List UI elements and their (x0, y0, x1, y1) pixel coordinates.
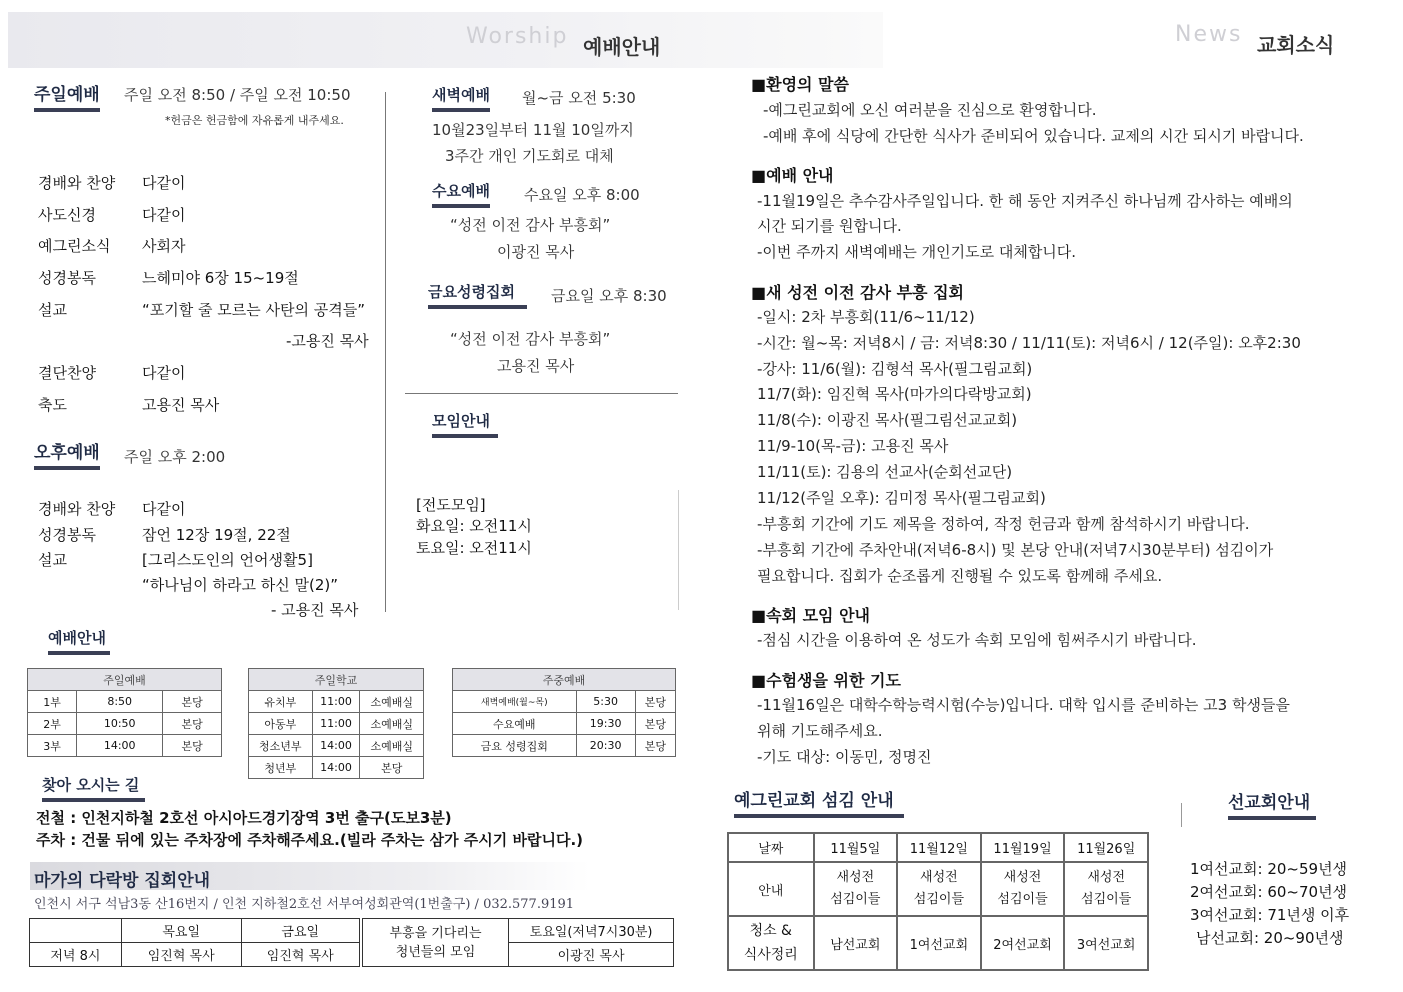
table-cell: 10:50 (77, 713, 163, 735)
table-cell: 남선교회 (814, 916, 898, 970)
meeting-line3: 토요일: 오전11시 (416, 539, 532, 557)
youth-line1: 부흥을 기다리는 (389, 925, 482, 941)
order-label: 경배와 찬양 (38, 500, 116, 518)
table-cell (728, 916, 814, 970)
table-cell: 11월12일 (897, 833, 981, 862)
table-cell: 14:00 (77, 735, 163, 757)
news-heading: ■속회 모임 안내 (751, 606, 870, 625)
friday-line2: 고용진 목사 (497, 357, 575, 375)
news-line: -부흥회 기간에 주차안내(저녁6-8시) 및 본당 안내(저녁7시30분부터) 섬김이가 (757, 541, 1274, 559)
table-cell: 금요 성령집회 (453, 735, 577, 757)
offering-note: *헌금은 헌금함에 자유롭게 내주세요. (165, 114, 344, 127)
table-header: 주일예배 (28, 669, 222, 691)
table-cell: 1여선교회 (897, 916, 981, 970)
wednesday-line2: 이광진 목사 (497, 243, 575, 261)
news-line: -예그린교회에 오신 여러분을 진심으로 환영합니다. (763, 101, 1097, 119)
table-header: 주일학교 (249, 669, 424, 691)
meeting-title: 모임안내 (432, 410, 498, 438)
column-divider (385, 92, 386, 612)
table-cell: 11월26일 (1064, 833, 1148, 862)
table-row (28, 713, 222, 735)
news-line: -점심 시간을 이용하여 온 성도가 속회 모임에 힘써주시기 바랍니다. (757, 631, 1197, 649)
service-table (727, 832, 1149, 971)
table-cell: 11:00 (312, 713, 360, 735)
meeting-line1: [전도모임] (416, 496, 486, 514)
table-cell: 날짜 (728, 833, 814, 862)
youth-line2: 청년들의 모임 (395, 944, 476, 960)
order-label: 예그린소식 (38, 237, 111, 255)
news-line: -부흥회 기간에 기도 제목을 정하여, 작정 헌금과 함께 참석하시기 바랍니다. (757, 515, 1250, 533)
directions-subway: 전철 : 인천지하철 2호선 아시아드경기장역 3번 출구(도보3분) (36, 809, 452, 827)
magga-address: 인천시 서구 석남3동 산16번지 / 인천 지하철2호선 서부여성회관역(1번출구) / 032.577.9191 (34, 897, 575, 912)
table-cell: 8:50 (77, 691, 163, 713)
order-label: 축도 (38, 396, 67, 414)
table-cell: 5:30 (576, 691, 635, 713)
table-cell: 본당 (635, 735, 675, 757)
friday-line1: “성전 이전 감사 부흥회” (450, 330, 611, 348)
mission-item: 1여선교회: 20~59년생 (1190, 860, 1348, 878)
guide-line: 섬김이들 (830, 892, 881, 907)
news-line: 11/9-10(목-금): 고용진 목사 (757, 437, 949, 455)
sunday-title: 주일예배 (34, 80, 100, 112)
news-line: 11/11(토): 김용의 선교사(순회선교단) (757, 463, 1013, 481)
dawn-title: 새벽예배 (432, 84, 490, 112)
mission-title: 선교회안내 (1228, 788, 1316, 820)
weekday-service-table (452, 668, 676, 757)
order-label: 설교 (38, 551, 67, 569)
guide-line: 섬김이들 (913, 892, 964, 907)
news-line: -기도 대상: 이동민, 정명진 (757, 748, 932, 766)
order-label: 성경봉독 (38, 526, 96, 544)
wednesday-line1: “성전 이전 감사 부흥회” (450, 216, 611, 234)
header-bar (8, 12, 883, 68)
clean-label: 식사정리 (743, 947, 798, 963)
table-row (453, 735, 676, 757)
table-cell: 목요일 (121, 919, 241, 943)
preacher: -고용진 목사 (286, 332, 369, 350)
order-label: 경배와 찬양 (38, 174, 116, 192)
table-row (249, 757, 424, 779)
table-row (249, 735, 424, 757)
guide-line: 새성전 (920, 870, 958, 885)
table-row (249, 713, 424, 735)
table-cell: 청소년부 (249, 735, 313, 757)
preacher: - 고용진 목사 (271, 601, 359, 619)
table-cell: 토요일(저녁7시30분) (509, 919, 674, 943)
table-cell: 3여선교회 (1064, 916, 1148, 970)
clean-label: 청소 & (749, 923, 792, 939)
afternoon-title: 오후예배 (34, 438, 100, 470)
magga-title: 마가의 다락방 집회안내 (34, 871, 211, 891)
table-cell: 3부 (28, 735, 77, 757)
order-value: 다같이 (142, 206, 186, 224)
news-line: -시간: 월~목: 저녁8시 / 금: 저녁8:30 / 11/11(토): 저녁6시 / 12(주일): 오후2:30 (757, 334, 1301, 352)
table-cell: 2부 (28, 713, 77, 735)
news-line: -예배 후에 식당에 간단한 식사가 준비되어 있습니다. 교제의 시간 되시기 바랍니다. (763, 127, 1304, 145)
news-heading: ■새 성전 이전 감사 부흥 집회 (751, 283, 964, 302)
directions-parking: 주차 : 건물 뒤에 있는 주차장에 주차해주세요.(빌라 주차는 삼가 주시기 바랍니다.) (36, 831, 584, 849)
table-cell (1064, 862, 1148, 916)
table-cell: 11:00 (312, 691, 360, 713)
guide-line: 새성전 (836, 870, 875, 885)
guide-line: 새성전 (1003, 870, 1042, 885)
sunday-times: 주일 오전 8:50 / 주일 오전 10:50 (124, 86, 351, 104)
header-worship-en: Worship (466, 24, 569, 49)
news-line: 11/7(화): 임진혁 목사(마가의다락방교회) (757, 385, 1032, 403)
divider (1181, 803, 1182, 827)
news-line: -강사: 11/6(월): 김형석 목사(필그림교회) (757, 360, 1033, 378)
table-cell: 14:00 (312, 735, 360, 757)
guide-line: 섬김이들 (997, 892, 1048, 907)
order-value: 느헤미야 6장 15~19절 (142, 269, 299, 287)
table-cell: 아동부 (249, 713, 313, 735)
news-line: 시간 되기를 원합니다. (757, 217, 902, 235)
table-cell: 저녁 8시 (30, 943, 122, 967)
table-cell: 유치부 (249, 691, 313, 713)
wednesday-title: 수요예배 (432, 180, 490, 208)
table-cell: 본당 (635, 713, 675, 735)
news-line: 11/8(수): 이광진 목사(필그림선교교회) (757, 411, 1018, 429)
wednesday-time: 수요일 오후 8:00 (524, 186, 640, 204)
table-cell (30, 919, 122, 943)
table-cell: 임진혁 목사 (121, 943, 241, 967)
order-value: 다같이 (142, 500, 186, 518)
table-cell (897, 862, 981, 916)
table-cell: 소예배실 (360, 691, 424, 713)
news-heading: ■환영의 말씀 (751, 75, 849, 94)
table-cell: 본당 (635, 691, 675, 713)
order-label: 설교 (38, 301, 67, 319)
mission-item: 3여선교회: 71년생 이후 (1190, 906, 1350, 924)
news-heading: ■예배 안내 (751, 166, 834, 185)
table-cell: 청년부 (249, 757, 313, 779)
table-cell: 20:30 (576, 735, 635, 757)
table-cell: 19:30 (576, 713, 635, 735)
guide-line: 섬김이들 (1081, 892, 1132, 907)
table-cell: 이광진 목사 (509, 943, 674, 967)
mission-item: 남선교회: 20~90년생 (1196, 929, 1344, 947)
table-cell (981, 862, 1065, 916)
mission-list (1190, 858, 1349, 950)
service-title: 예그린교회 섬김 안내 (734, 786, 904, 818)
table-cell: 본당 (163, 735, 222, 757)
table-cell: 14:00 (312, 757, 360, 779)
sunday-school-table (248, 668, 424, 779)
magga-table (29, 918, 674, 967)
table-cell: 본당 (163, 691, 222, 713)
table-cell (361, 919, 509, 967)
mission-item: 2여선교회: 60~70년생 (1190, 883, 1348, 901)
table-cell: 2여선교회 (981, 916, 1065, 970)
news-line: 필요합니다. 집회가 순조롭게 진행될 수 있도록 함께해 주세요. (757, 567, 1163, 585)
news-line: 11/12(주일 오후): 김미정 목사(필그림교회) (757, 489, 1046, 507)
table-row (453, 713, 676, 735)
dawn-line2: 3주간 개인 기도회로 대체 (445, 147, 614, 165)
news-heading: ■수험생을 위한 기도 (751, 671, 901, 690)
divider (405, 393, 678, 394)
table-cell: 11월19일 (981, 833, 1065, 862)
table-cell: 소예배실 (360, 735, 424, 757)
news-line: -일시: 2차 부흥회(11/6~11/12) (757, 308, 975, 326)
order-label: 성경봉독 (38, 269, 96, 287)
order-value: [그리스도인의 언어생활5] (142, 551, 313, 569)
sermon-title: “하나님이 하라고 하신 말(2)” (142, 576, 338, 594)
worship-guide-title: 예배안내 (48, 627, 110, 655)
friday-title: 금요성령집회 (428, 281, 527, 309)
table-cell: 새벽예배(월~목) (453, 691, 577, 713)
meeting-line2: 화요일: 오전11시 (416, 517, 532, 535)
table-cell: 금요일 (241, 919, 361, 943)
table-row (28, 691, 222, 713)
sunday-service-table (27, 668, 222, 757)
order-value: 사회자 (142, 237, 186, 255)
table-cell: 본당 (163, 713, 222, 735)
table-cell: 임진혁 목사 (241, 943, 361, 967)
order-value: “포기할 줄 모르는 사탄의 공격들” (142, 301, 365, 319)
table-cell: 1부 (28, 691, 77, 713)
news-line: 위해 기도해주세요. (757, 722, 883, 740)
table-header: 주중예배 (453, 669, 676, 691)
header-news-ko: 교회소식 (1257, 33, 1335, 57)
header-worship-ko: 예배안내 (583, 35, 661, 59)
directions-title: 찾아 오시는 길 (42, 774, 145, 802)
order-value: 다같이 (142, 364, 186, 382)
order-value: 고용진 목사 (142, 396, 220, 414)
afternoon-time: 주일 오후 2:00 (124, 448, 226, 466)
dawn-line1: 10월23일부터 11월 10일까지 (432, 121, 634, 139)
dawn-time: 월~금 오전 5:30 (522, 89, 636, 107)
table-row (249, 691, 424, 713)
header-news-en: News (1175, 22, 1243, 47)
table-cell: 본당 (360, 757, 424, 779)
table-row (28, 735, 222, 757)
column-divider (678, 490, 679, 610)
table-cell: 안내 (728, 862, 814, 916)
order-label: 사도신경 (38, 206, 96, 224)
guide-line: 새성전 (1087, 870, 1126, 885)
news-line: -이번 주까지 새벽예배는 개인기도로 대체합니다. (757, 243, 1077, 261)
order-value: 다같이 (142, 174, 186, 192)
order-label: 결단찬양 (38, 364, 96, 382)
news-line: -11월19일은 추수감사주일입니다. 한 해 동안 지켜주신 하나님께 감사하는 예배의 (757, 192, 1293, 210)
table-cell (814, 862, 898, 916)
table-cell: 수요예배 (453, 713, 577, 735)
table-cell: 11월5일 (814, 833, 898, 862)
table-row (453, 691, 676, 713)
table-cell: 소예배실 (360, 713, 424, 735)
order-value: 잠언 12장 19절, 22절 (142, 526, 291, 544)
news-line: -11월16일은 대학수학능력시험(수능)입니다. 대학 입시를 준비하는 고3 학생들을 (757, 696, 1290, 714)
friday-time: 금요일 오후 8:30 (551, 287, 667, 305)
